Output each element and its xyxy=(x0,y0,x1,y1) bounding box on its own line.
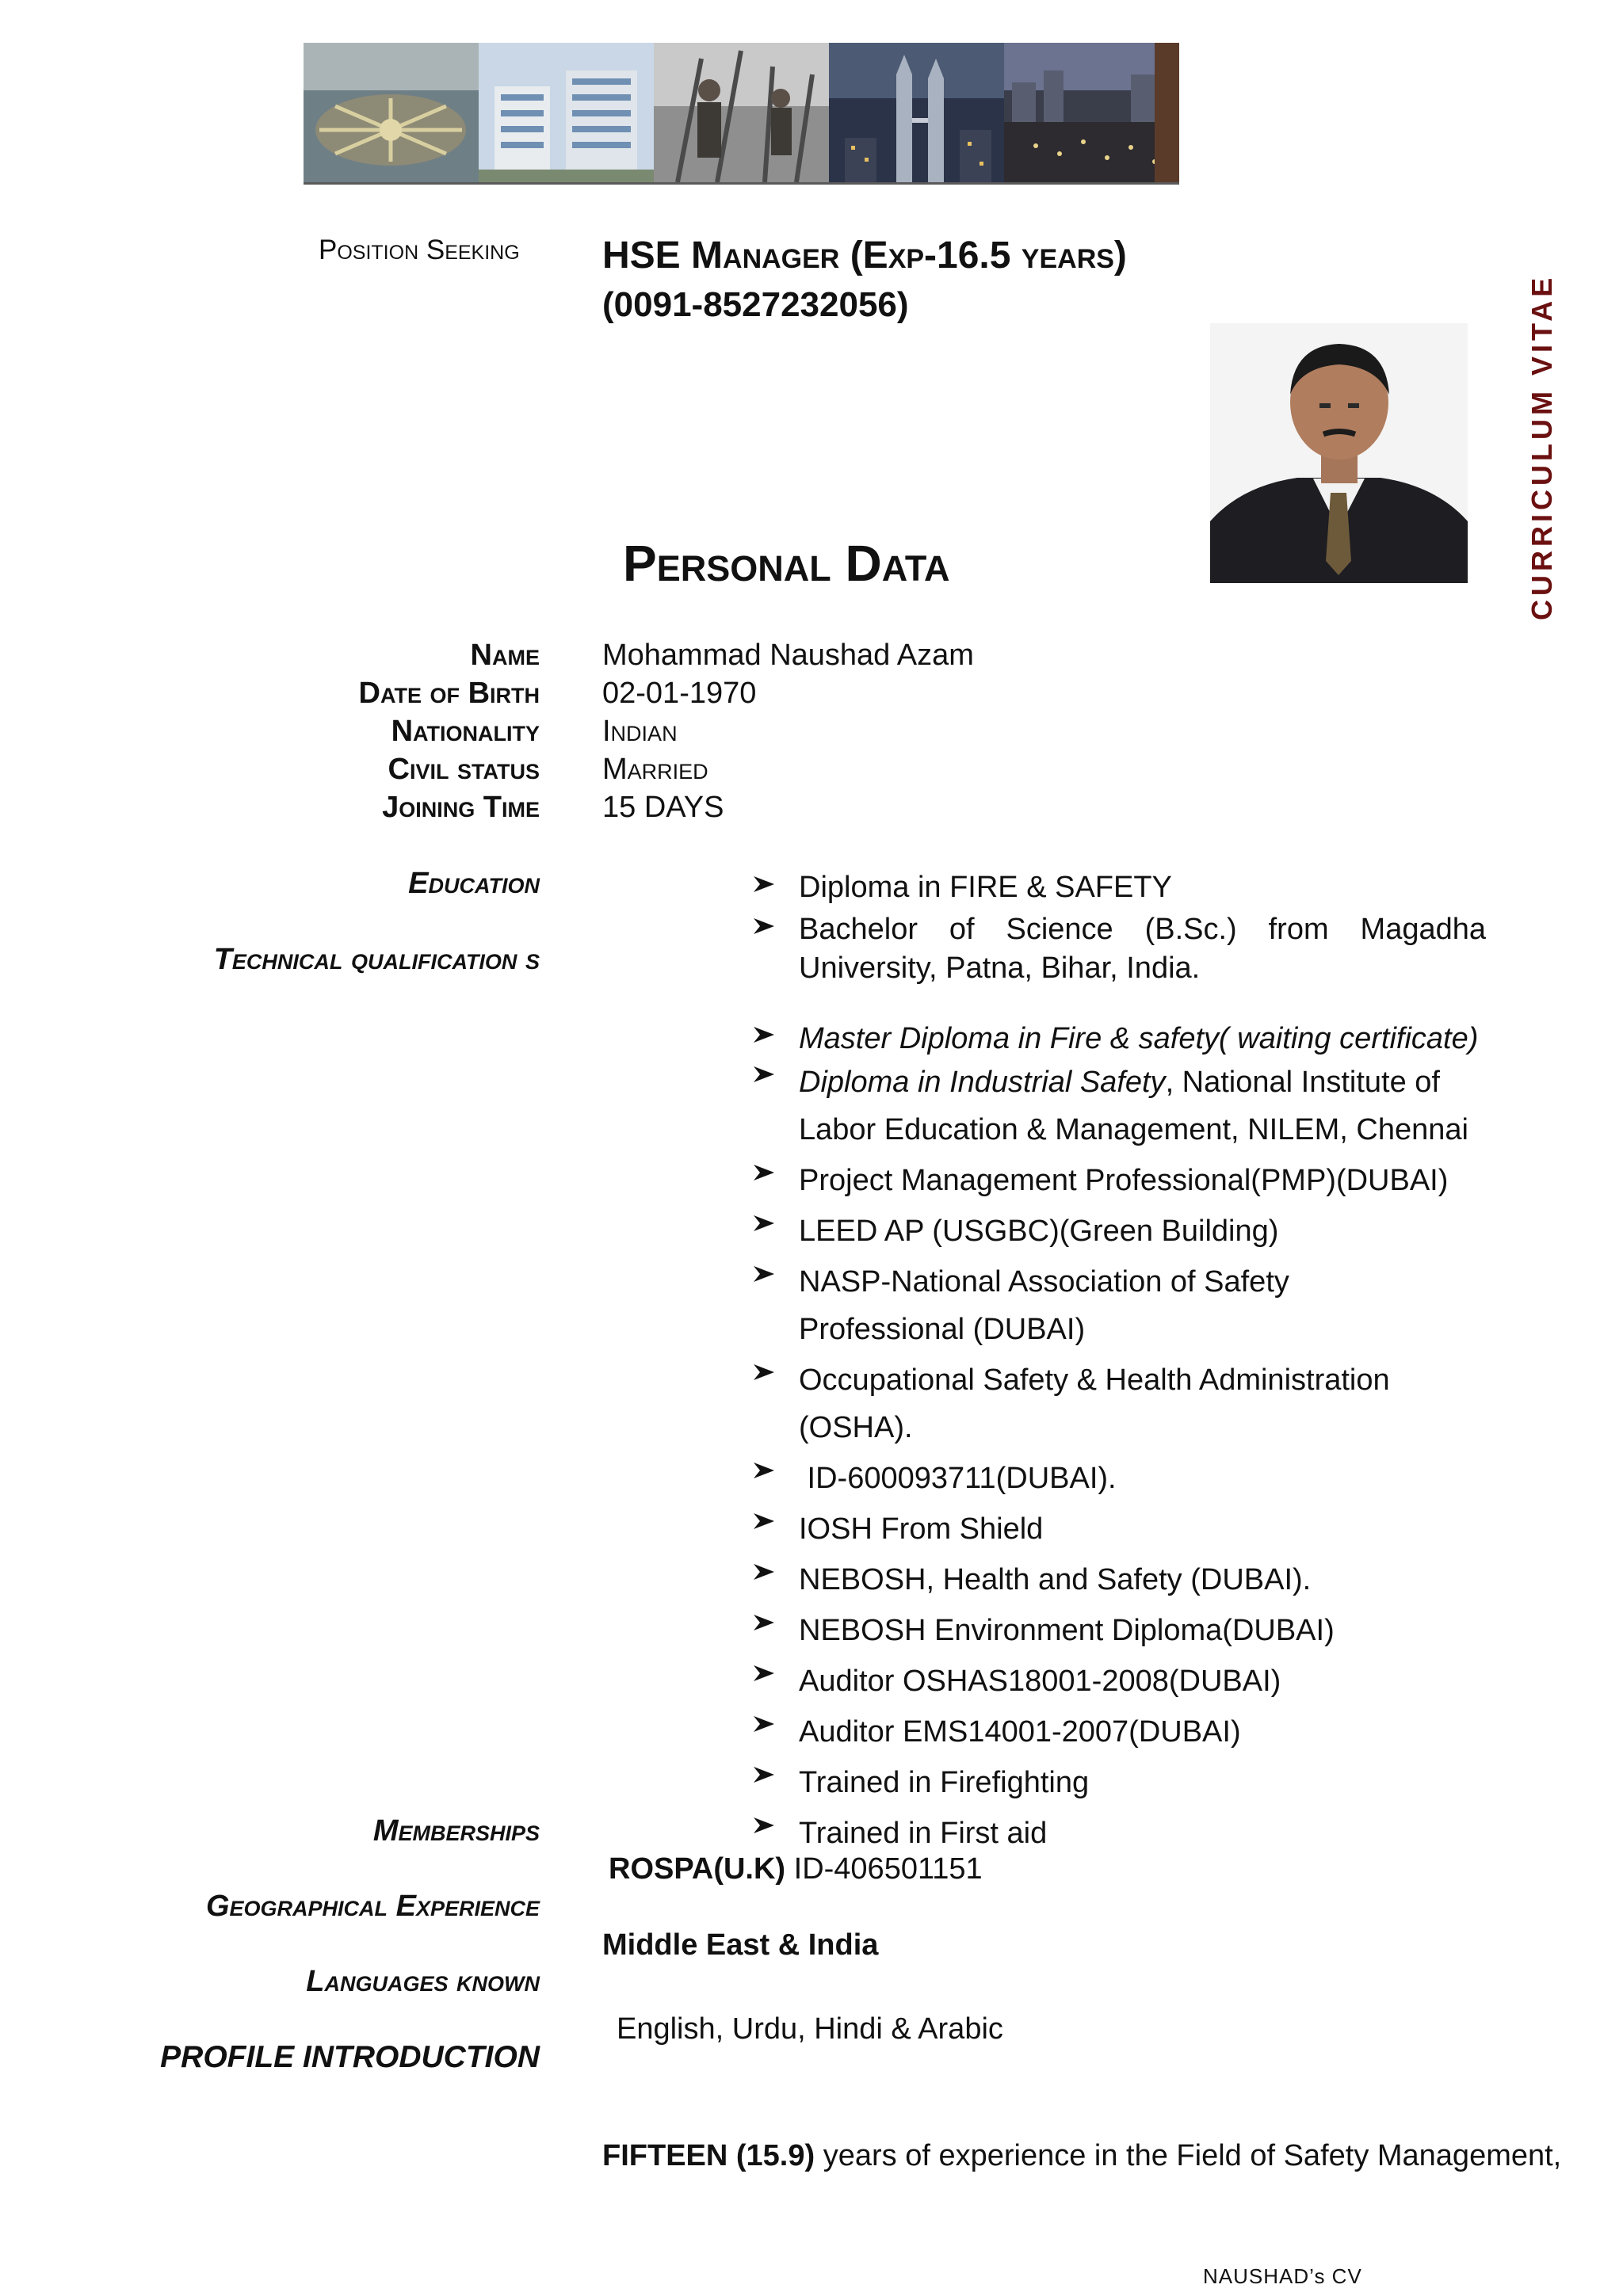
arrow-bullet-icon xyxy=(749,1356,781,1388)
arrow-bullet-icon xyxy=(749,1058,781,1090)
arrow-bullet-icon xyxy=(749,1810,781,1841)
list-item: Occupational Safety & Health Administration (OSHA). xyxy=(749,1356,1486,1451)
banner-photo-workers xyxy=(654,43,829,182)
arrow-bullet-icon xyxy=(749,1207,781,1239)
position-seeking-label: Position Seeking xyxy=(319,235,520,265)
list-item: NASP-National Association of Safety Professional (DUBAI) xyxy=(749,1258,1486,1353)
banner-underline xyxy=(304,182,1179,185)
list-item: Bachelor of Science (B.Sc.) from Magadha University, Patna, Bihar, India. xyxy=(749,910,1486,988)
list-item: Auditor EMS14001-2007(DUBAI) xyxy=(749,1708,1486,1756)
arrow-bullet-icon xyxy=(749,1505,781,1537)
date-of-birth-value: 02-01-1970 xyxy=(602,677,757,710)
arrow-bullet-icon xyxy=(749,1455,781,1486)
header-banner-image xyxy=(304,43,1179,182)
position-title: HSE Manager (Exp-16.5 years) xyxy=(602,235,1127,277)
contact-phone: (0091-8527232056) xyxy=(602,285,909,324)
list-item: Master Diploma in Fire & safety( waiting certificate) xyxy=(749,1019,1486,1058)
list-item: Trained in Firefighting xyxy=(749,1759,1486,1806)
geographical-experience-value: Middle East & India xyxy=(602,1928,879,1962)
list-item: Project Management Professional(PMP)(DUBAI) xyxy=(749,1157,1486,1204)
list-item: NEBOSH Environment Diploma(DUBAI) xyxy=(749,1607,1486,1654)
languages-known-label: Languages known xyxy=(306,1965,540,1998)
education-list xyxy=(749,868,1486,988)
footer-caption: NAUSHAD’s CV xyxy=(1203,2264,1362,2288)
list-item: ID-600093711(DUBAI). xyxy=(749,1455,1486,1502)
banner-photo-night-towers xyxy=(829,43,1004,182)
list-item: LEED AP (USGBC)(Green Building) xyxy=(749,1207,1486,1255)
list-item: Diploma in FIRE & SAFETY xyxy=(749,868,1486,907)
arrow-bullet-icon xyxy=(749,1258,781,1290)
arrow-bullet-icon xyxy=(749,1759,781,1791)
nationality-value: Indian xyxy=(602,715,678,748)
arrow-bullet-icon xyxy=(749,1708,781,1740)
joining-time-label: Joining Time xyxy=(382,791,540,824)
list-item: Auditor OSHAS18001-2008(DUBAI) xyxy=(749,1657,1486,1705)
arrow-bullet-icon xyxy=(749,868,781,900)
civil-status-value: Married xyxy=(602,753,708,786)
list-item: Diploma in Industrial Safety, National Institute of Labor Education & Management, NILEM, Chennai xyxy=(749,1058,1486,1154)
list-item: NEBOSH, Health and Safety (DUBAI). xyxy=(749,1556,1486,1604)
banner-photo-model-site xyxy=(304,43,479,182)
profile-introduction-label: PROFILE INTRODUCTION xyxy=(160,2040,540,2074)
arrow-bullet-icon xyxy=(749,1556,781,1588)
arrow-bullet-icon xyxy=(749,1657,781,1689)
profile-photo xyxy=(1210,323,1468,583)
technical-qualifications-label: Technical qualification s xyxy=(213,943,540,976)
languages-value: English, Urdu, Hindi & Arabic xyxy=(617,2012,1003,2046)
memberships-label: Memberships xyxy=(372,1814,540,1848)
arrow-bullet-icon xyxy=(749,1157,781,1188)
geographical-experience-label: Geographical Experience xyxy=(205,1890,540,1923)
technical-qualifications-list xyxy=(749,1019,1486,1857)
list-item: IOSH From Shield xyxy=(749,1505,1486,1553)
profile-introduction-text: FIFTEEN (15.9) years of experience in the Field of Safety Management, xyxy=(602,2139,1562,2172)
banner-photo-city-evening xyxy=(1004,43,1179,182)
nationality-label: Nationality xyxy=(391,715,540,748)
arrow-bullet-icon xyxy=(749,1019,781,1051)
name-label: Name xyxy=(470,639,540,672)
personal-data-heading: Personal Data xyxy=(623,535,950,592)
education-label: Education xyxy=(408,867,540,900)
name-value: Mohammad Naushad Azam xyxy=(602,639,974,672)
date-of-birth-label: Date of Birth xyxy=(358,677,540,710)
curriculum-vitae-vertical-title: CURRICULUM VITAE xyxy=(1526,273,1558,620)
arrow-bullet-icon xyxy=(749,910,781,942)
arrow-bullet-icon xyxy=(749,1607,781,1638)
joining-time-value: 15 DAYS xyxy=(602,791,724,824)
list-item: Trained in First aid xyxy=(749,1810,1486,1857)
membership-value: ROSPA(U.K) ID-406501151 xyxy=(609,1852,983,1886)
civil-status-label: Civil status xyxy=(388,753,540,786)
banner-photo-office-buildings xyxy=(479,43,654,182)
